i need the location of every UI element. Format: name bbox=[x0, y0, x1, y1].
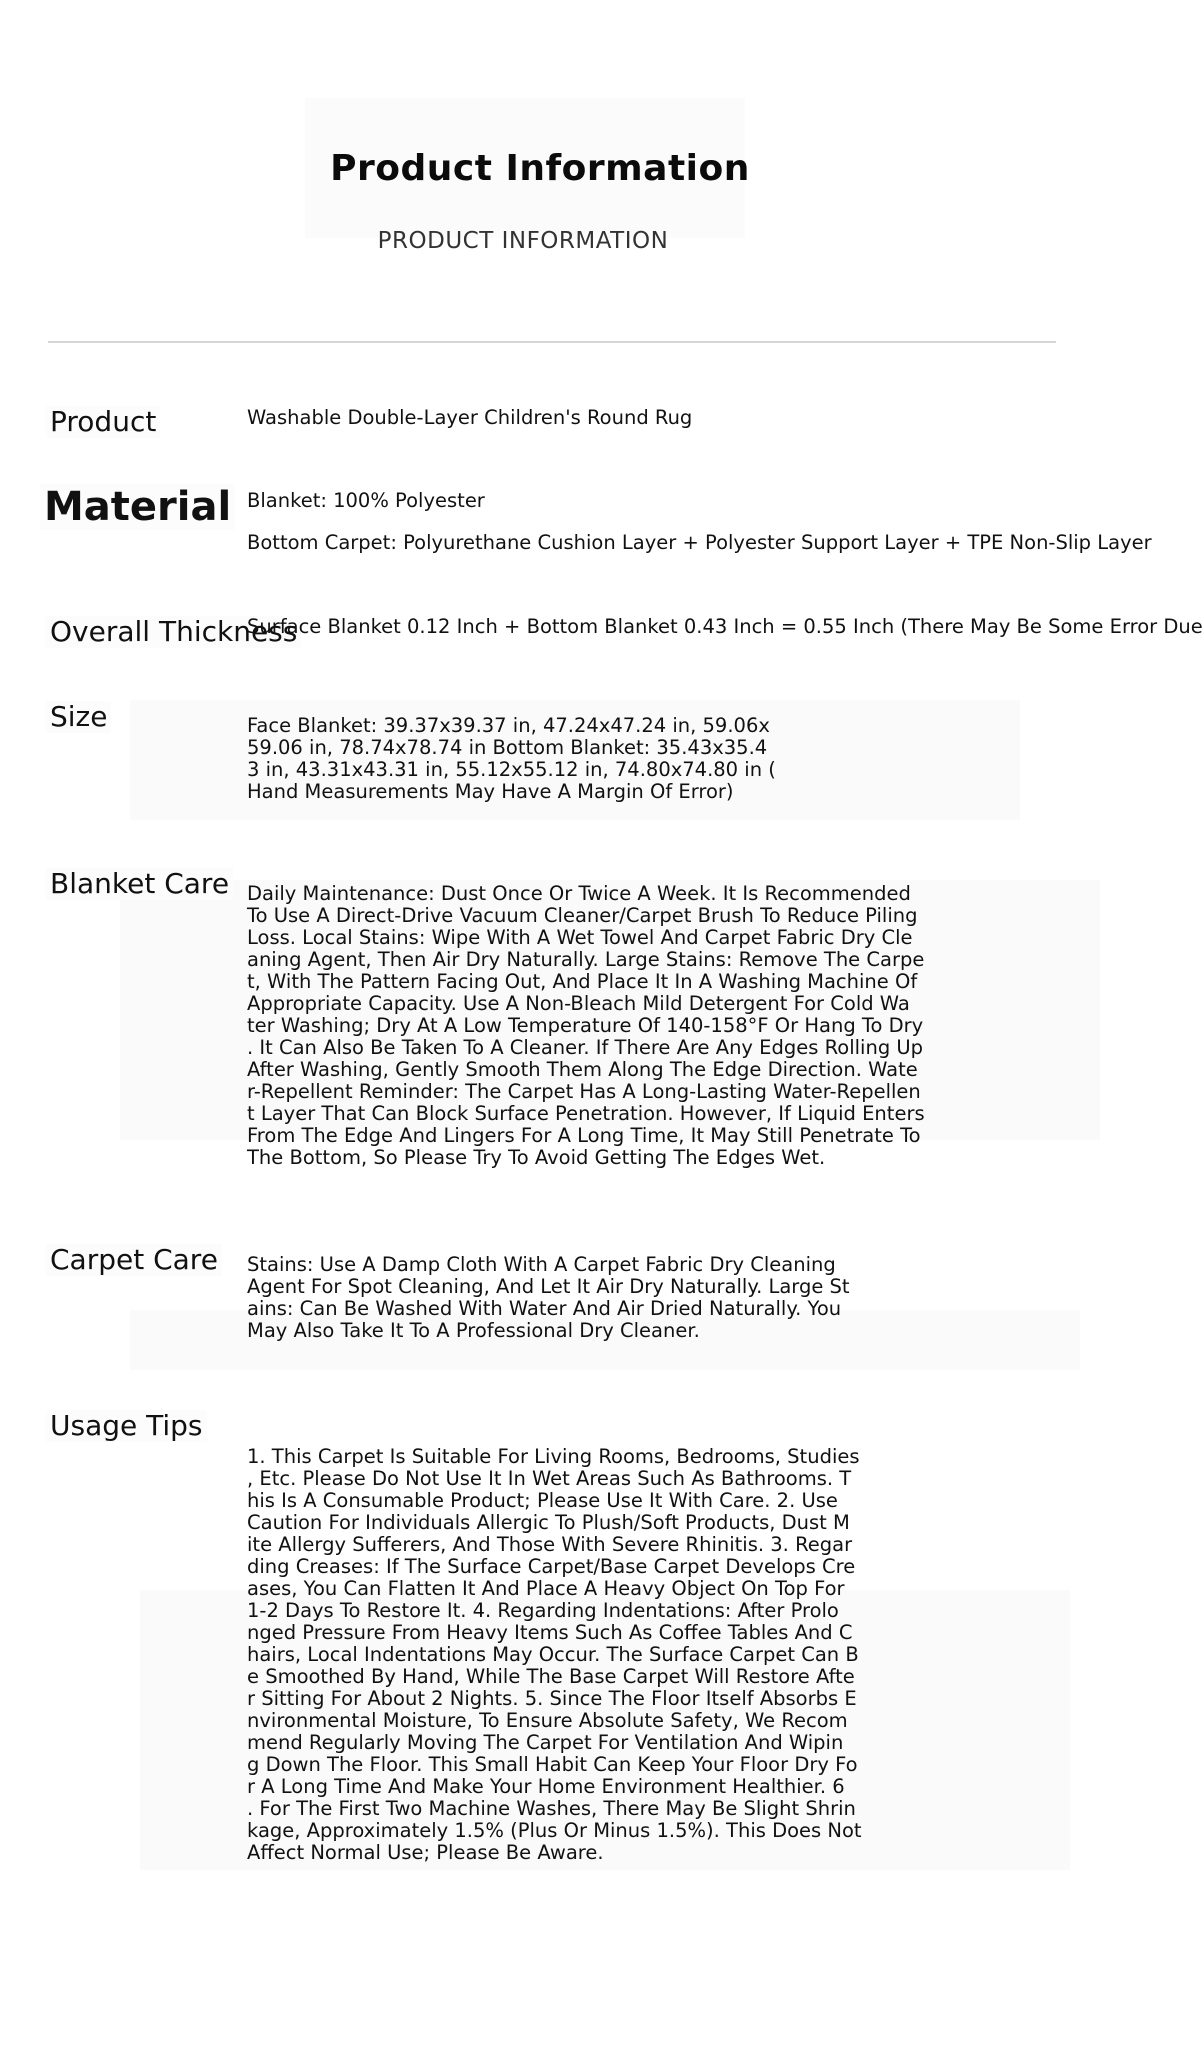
page-title: Product Information bbox=[330, 148, 750, 189]
thickness-value: Surface Blanket 0.12 Inch + Bottom Blanket 0.43 Inch = 0.55 Inch (There May Be Some Error Due bbox=[247, 615, 1203, 638]
material-value-bottom: Bottom Carpet: Polyurethane Cushion Layer + Polyester Support Layer + TPE Non-Slip Layer bbox=[247, 531, 1152, 554]
carpet-care-value: Stains: Use A Damp Cloth With A Carpet Fabric Dry Cleaning Agent For Spot Cleaning, And Let It Air Dry Naturally. Large St ains: Can Be Washed With Water And Air Dried Naturally. You May Also Take It To A Professional Dry Cleaner. bbox=[247, 1253, 850, 1342]
usage-tips-value: 1. This Carpet Is Suitable For Living Rooms, Bedrooms, Studies , Etc. Please Do Not Use It In Wet Areas Such As Bathrooms. T his Is A Consumable Product; Please Use It With Care. 2. Use Caution For Individuals Allergic To Plush/Soft Products, Dust M ite Allergy Sufferers, And Those With Severe Rhinitis. 3. Regar ding Creases: If The Surface Carpet/Base Carpet Develops Cre ases, You Can Flatten It And Place A Heavy Object On Top For 1-2 Days To Restore It. 4. Regarding Indentations: After Prolo nged Pressure From Heavy Items Such As Coffee Tables And C hairs, Local Indentations May Occur. The Surface Carpet Can B e Smoothed By Hand, While The Base Carpet Will Restore Afte r Sitting For About 2 Nights. 5. Since The Floor Itself Absorbs E nvironmental Moisture, To Ensure Absolute Safety, We Recom mend Regularly Moving The Carpet For Ventilation And Wipin g Down The Floor. This Small Habit Can Keep Your Floor Dry Fo r A Long Time And Make Your Home Environment Healthier. 6 . For The First Two Machine Washes, There May Be Slight Shrin kage, Approximately 1.5% (Plus Or Minus 1.5%). This Does Not Affect Normal Use; Please Be Aware. bbox=[247, 1445, 862, 1864]
blanket-care-value: Daily Maintenance: Dust Once Or Twice A Week. It Is Recommended To Use A Direct-Drive Vacuum Cleaner/Carpet Brush To Reduce Piling Loss. Local Stains: Wipe With A Wet Towel And Carpet Fabric Dry Cle aning Agent, Then Air Dry Naturally. Large Stains: Remove The Carpe t, With The Pattern Facing Out, And Place It In A Washing Machine Of Appropriate Capacity. Use A Non-Bleach Mild Detergent For Cold Wa ter Washing; Dry At A Low Temperature Of 140-158°F Or Hang To Dry . It Can Also Be Taken To A Cleaner. If There Are Any Edges Rolling Up After Washing, Gently Smooth Them Along The Edge Direction. Wate r-Repellent Reminder: The Carpet Has A Long-Lasting Water-Repellen t Layer That Can Block Surface Penetration. However, If Liquid Enters From The Edge And Lingers For A Long Time, It May Still Penetrate To The Bottom, So Please Try To Avoid Getting The Edges Wet. bbox=[247, 882, 925, 1169]
header-divider bbox=[48, 341, 1056, 343]
carpet-care-label: Carpet Care bbox=[46, 1244, 222, 1276]
size-label: Size bbox=[46, 701, 111, 733]
page-subtitle: PRODUCT INFORMATION bbox=[377, 228, 669, 254]
material-label: Material bbox=[40, 484, 235, 530]
thickness-label: Overall Thickness bbox=[46, 616, 301, 648]
size-value: Face Blanket: 39.37x39.37 in, 47.24x47.24 in, 59.06x 59.06 in, 78.74x78.74 in Bottom Blanket: 35.43x35.4 3 in, 43.31x43.31 in, 55.12x55.12 in, 74.80x74.80 in ( Hand Measurements May Have A Margin Of Error) bbox=[247, 714, 776, 803]
material-value-blanket: Blanket: 100% Polyester bbox=[247, 489, 485, 512]
product-label: Product bbox=[46, 406, 160, 438]
usage-tips-label: Usage Tips bbox=[46, 1410, 207, 1442]
product-value: Washable Double-Layer Children's Round Rug bbox=[247, 406, 693, 429]
blanket-care-label: Blanket Care bbox=[46, 868, 233, 900]
